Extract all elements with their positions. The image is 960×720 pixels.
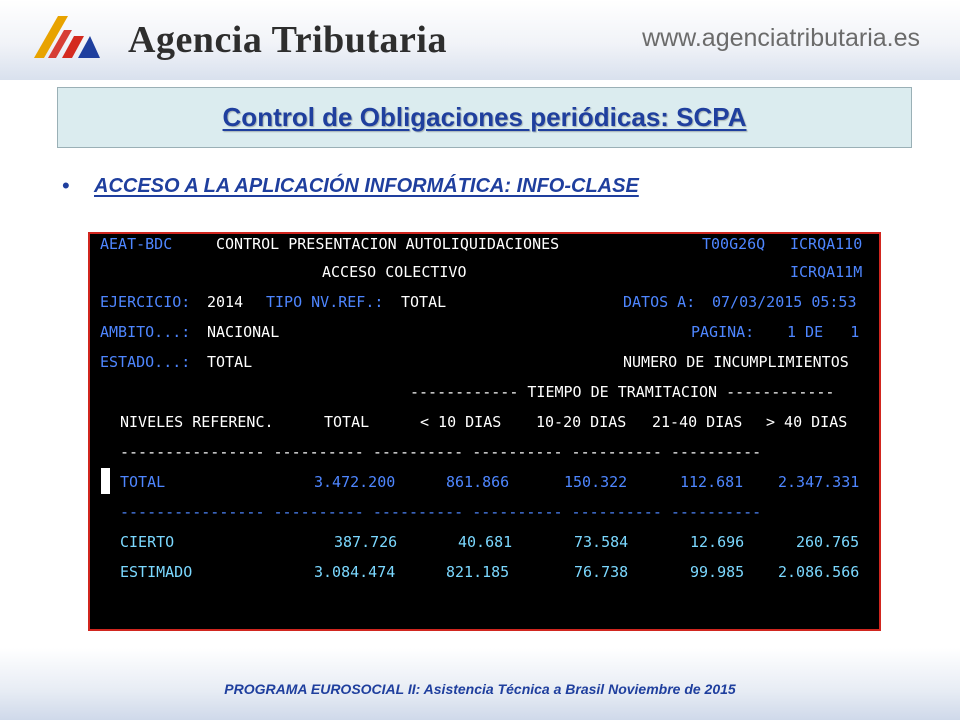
col-21-40: 21-40 DIAS bbox=[652, 413, 743, 431]
screen-code: T00G26Q bbox=[702, 235, 766, 253]
bullet-item bbox=[62, 173, 639, 199]
footer-text: PROGRAMA EUROSOCIAL II: Asistencia Técnica a Brasil Noviembre de 2015 bbox=[224, 681, 736, 697]
row-value: 861.866 bbox=[446, 473, 510, 491]
col-niveles: NIVELES REFERENC. bbox=[120, 413, 274, 431]
site-url[interactable]: www.agenciatributaria.es bbox=[642, 24, 920, 52]
separator-1 bbox=[90, 436, 881, 468]
row-value: 2.347.331 bbox=[778, 473, 860, 491]
terminal-line-2 bbox=[90, 256, 881, 288]
ejercicio-value[interactable]: 2014 bbox=[207, 293, 244, 311]
row-label: TOTAL bbox=[120, 473, 166, 491]
row-value: 12.696 bbox=[690, 533, 745, 551]
estado-label: ESTADO...: bbox=[100, 353, 191, 371]
tipo-value[interactable]: TOTAL bbox=[401, 293, 447, 311]
col-10-20: 10-20 DIAS bbox=[536, 413, 627, 431]
ejercicio-label: EJERCICIO: bbox=[100, 293, 191, 311]
screen-title: CONTROL PRESENTACION AUTOLIQUIDACIONES bbox=[216, 235, 560, 253]
header-banner bbox=[0, 0, 960, 80]
row-value: 40.681 bbox=[458, 533, 513, 551]
program-code-1: ICRQA110 bbox=[790, 235, 863, 253]
brand-name: Agencia Tributaria bbox=[128, 19, 447, 61]
row-value: 260.765 bbox=[796, 533, 860, 551]
separator-text: ---------------- ---------- ---------- ---------- ---------- ---------- bbox=[120, 443, 762, 461]
program-code-2: ICRQA11M bbox=[790, 263, 863, 281]
table-row[interactable] bbox=[90, 526, 881, 558]
tipo-label: TIPO NV.REF.: bbox=[266, 293, 384, 311]
separator-2 bbox=[90, 496, 881, 528]
table-row[interactable] bbox=[90, 466, 881, 498]
datos-label: DATOS A: bbox=[623, 293, 696, 311]
system-id: AEAT-BDC bbox=[100, 235, 173, 253]
estado-value[interactable]: TOTAL bbox=[207, 353, 253, 371]
row-value: 387.726 bbox=[334, 533, 398, 551]
col-lt10: < 10 DIAS bbox=[420, 413, 502, 431]
column-headers bbox=[90, 406, 881, 438]
row-value: 821.185 bbox=[446, 563, 510, 581]
pagina-label: PAGINA: bbox=[691, 323, 755, 341]
row-label: CIERTO bbox=[120, 533, 175, 551]
tiempo-header: ------------ TIEMPO DE TRAMITACION ------------ bbox=[410, 383, 835, 401]
agencia-tributaria-logo-icon bbox=[28, 10, 108, 70]
bullet-text: ACCESO A LA APLICACIÓN INFORMÁTICA: INFO-CLASE bbox=[94, 174, 639, 197]
col-gt40: > 40 DIAS bbox=[766, 413, 848, 431]
row-value: 76.738 bbox=[574, 563, 629, 581]
row-value: 150.322 bbox=[564, 473, 628, 491]
row-value: 3.472.200 bbox=[314, 473, 396, 491]
row-value: 99.985 bbox=[690, 563, 745, 581]
pagina-value: 1 DE 1 bbox=[787, 323, 860, 341]
table-row[interactable] bbox=[90, 556, 881, 588]
slide-title: Control de Obligaciones periódicas: SCPA bbox=[222, 102, 747, 132]
row-value: 73.584 bbox=[574, 533, 629, 551]
terminal-line-4 bbox=[90, 316, 881, 348]
ambito-value[interactable]: NACIONAL bbox=[207, 323, 280, 341]
footer-banner bbox=[0, 648, 960, 720]
terminal-screen bbox=[88, 232, 881, 631]
ambito-label: AMBITO...: bbox=[100, 323, 191, 341]
terminal-line-3 bbox=[90, 286, 881, 318]
title-box bbox=[57, 87, 912, 148]
terminal-line-5 bbox=[90, 346, 881, 378]
incumplimientos-label: NUMERO DE INCUMPLIMIENTOS bbox=[623, 353, 849, 371]
access-mode: ACCESO COLECTIVO bbox=[322, 263, 467, 281]
separator-text: ---------------- ---------- ---------- ---------- ---------- ---------- bbox=[120, 503, 762, 521]
terminal-line-6 bbox=[90, 376, 881, 408]
bullet-dot-icon: • bbox=[62, 173, 70, 198]
row-value: 112.681 bbox=[680, 473, 744, 491]
datos-value: 07/03/2015 05:53 bbox=[712, 293, 857, 311]
col-total: TOTAL bbox=[324, 413, 370, 431]
row-value: 2.086.566 bbox=[778, 563, 860, 581]
row-label: ESTIMADO bbox=[120, 563, 193, 581]
row-value: 3.084.474 bbox=[314, 563, 396, 581]
